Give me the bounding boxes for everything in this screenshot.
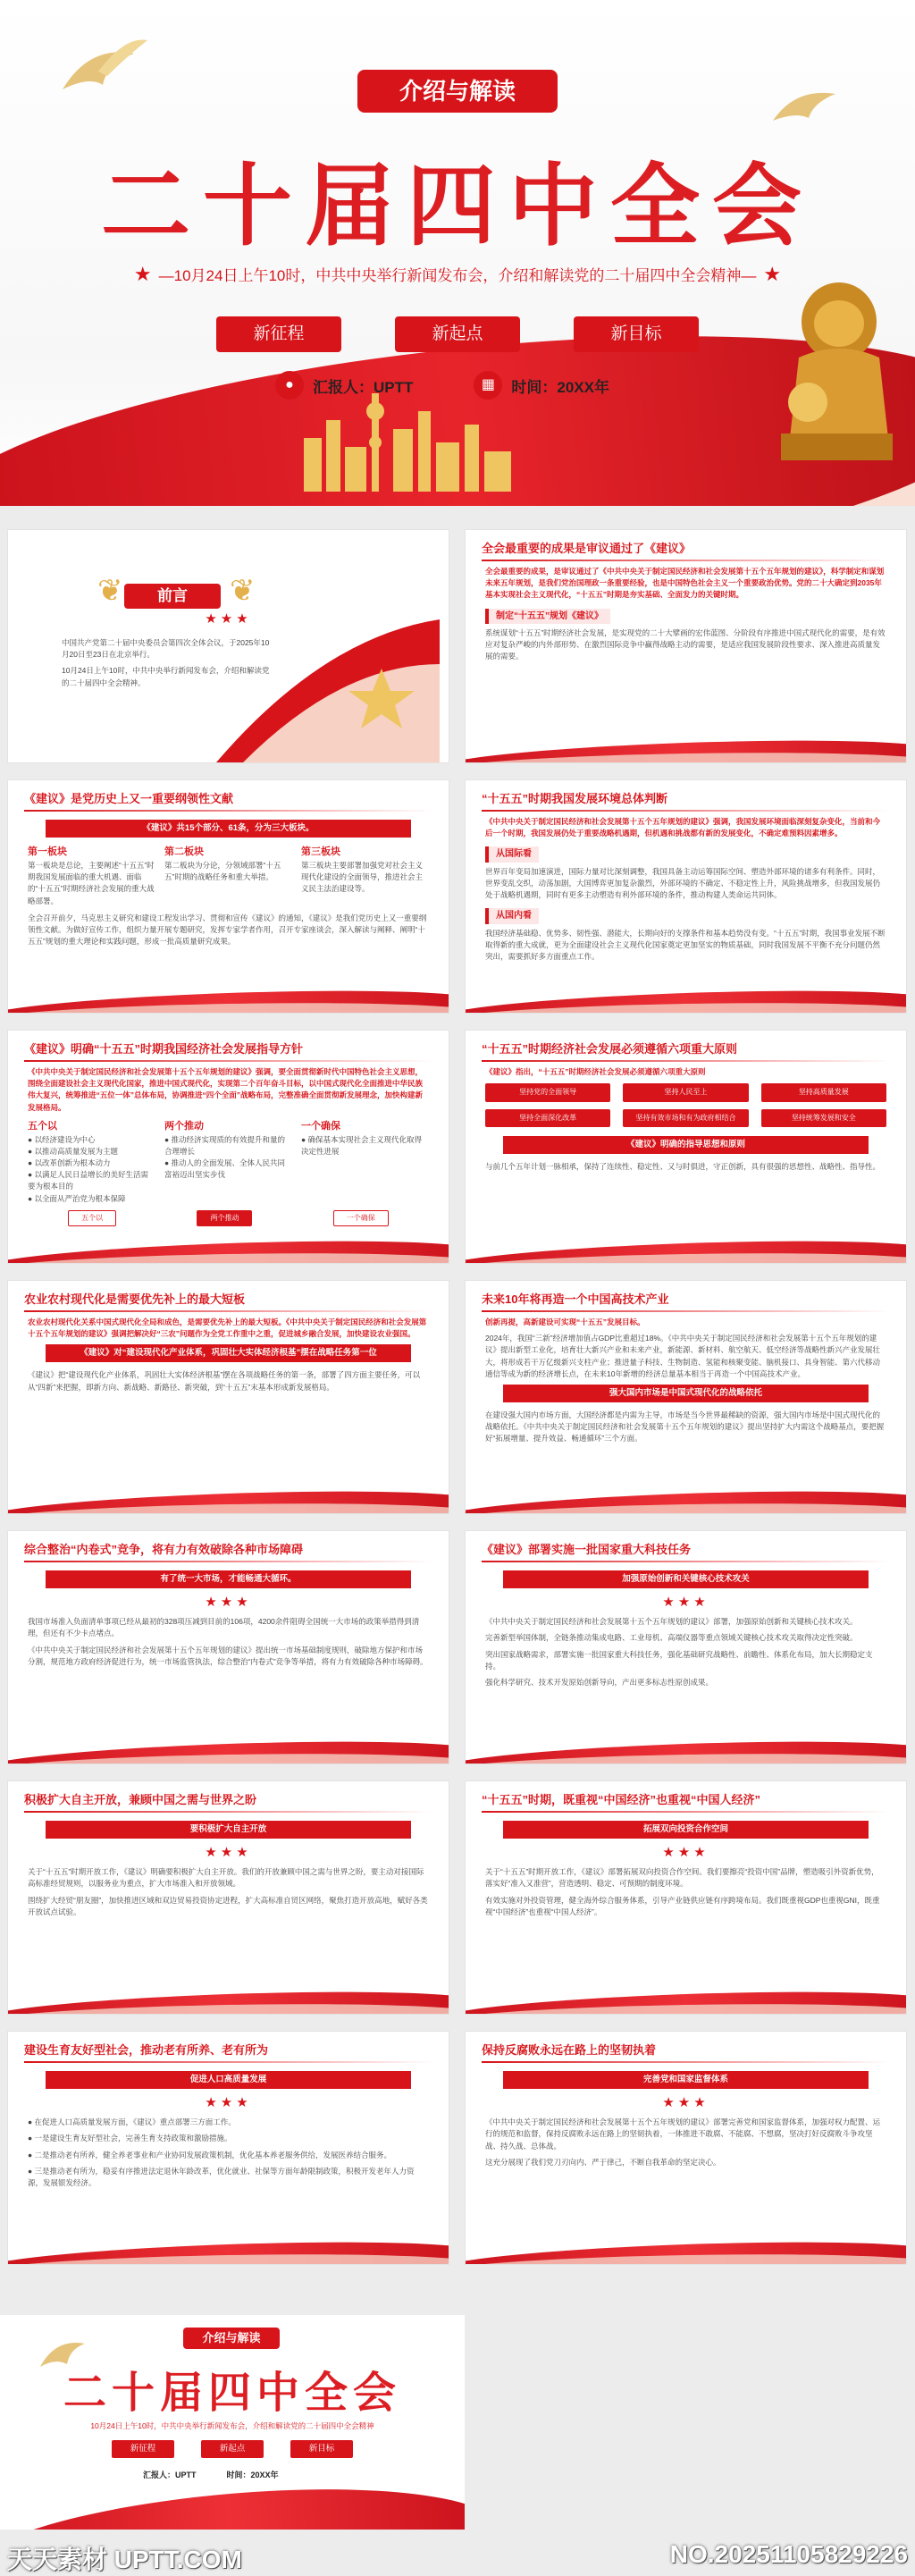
stars-decoration: ★★★ [662, 1845, 709, 1860]
slide-body [28, 2067, 429, 2193]
banner-bar: 加强原始创新和关键核心技术攻关 [503, 1570, 869, 1588]
button-new-goal[interactable]: 新目标 [290, 2440, 353, 2458]
list-item: ● 以满足人民日益增长的美好生活需要为根本目的 [28, 1170, 149, 1191]
list-title: 一个确保 [301, 1120, 340, 1132]
list-2 [164, 1119, 292, 1205]
lead-text: 《中共中央关于制定国民经济和社会发展第十五个五年规划的建议》强调，要全面贯彻新时代中国特色社会主义思想，围绕全面建设社会主义现代化国家，推进中国式现代化，实现第二个百年奋斗目标，以中国式现代化全面推进中华民族伟大复兴，统筹推进“五位一体”总体布局，协调推进“四个全面”战略布局，完整准确全面贯彻新发展理念，加快构建新发展格局。 [28, 1067, 424, 1112]
slide-preface [7, 529, 449, 763]
ribbon-decor [466, 1233, 906, 1263]
list-item: ● 推动人的全面发展、全体人民共同富裕迈出坚实步伐 [164, 1158, 286, 1180]
list-item: ● 以全面从严治党为根本保障 [28, 1193, 126, 1203]
principles-grid [485, 1083, 886, 1127]
cover-subtitle: ★ —10月24日上午10时，中共中央举行新闻发布会，介绍和解读党的二十届四中全会精神— ★ [133, 263, 782, 285]
stars-decoration: ★★★ [205, 1845, 252, 1860]
button-new-start[interactable]: 新起点 [201, 2440, 264, 2458]
banner-bar: 《建议》明确的指导思想和原则 [503, 1136, 869, 1154]
list-item: ● 三是推动老有所为，稳妥有序推进法定退休年龄改革，优化就业、社保等方面年龄限制政策，积极开发老年人力资源，发展银发经济。 [28, 2166, 415, 2187]
slide-heading: 积极扩大自主开放，兼顾中国之需与世界之盼 [24, 1790, 432, 1813]
subheading-international: 从国际看 [485, 846, 539, 863]
body-text: 全会召开前夕，马克思主义研究和建设工程发出学习、贯彻和宣传《建议》的通知，《建议》是我们党历史上又一重要纲领性文献。为做好宣传工作，组织力量开展专题研究，发挥专家学者作用，召开专家座谈会，深入解读与阐释、阐明“十五五”规划的重大理论和实践问题，形成一批高质量研究成果。 [28, 913, 427, 947]
lead-text: 《中共中央关于制定国民经济和社会发展第十五个五年规划的建议》强调，我国发展环境面临深刻复杂变化，当前和今后一个时期，我国发展仍处于重要战略机遇期，但机遇和挑战都有新的发展变化，不确定难预料因素增多。 [485, 817, 881, 838]
slide-body [485, 566, 886, 668]
list-title: 两个推动 [164, 1120, 204, 1132]
ribbon-decor [8, 1483, 449, 1513]
list-item: ● 确保基本实现社会主义现代化取得决定性进展 [301, 1134, 423, 1156]
stars-decoration: ★★★ [205, 2095, 252, 2110]
body-text: 与前几个五年计划一脉相承，保持了连续性、稳定性、又与时俱进，守正创新，具有很强的思想性、战略性、指导性。 [485, 1161, 881, 1171]
slide-heading: 综合整治“内卷式”竞争，将有力有效破除各种市场障碍 [24, 1540, 432, 1562]
body-text: 《中共中央关于制定国民经济和社会发展第十五个五年规划的建议》提出统一市场基础制度规则，破除地方保护和市场分割，规范地方政府经济促进行为，统一市场监管执法，综合整治“内卷式”竞争等举措，将有力有效破除各种市场障碍。 [28, 1645, 428, 1666]
preface-p1: 中国共产党第二十届中央委员会第四次全体会议，于2025年10月20日至23日在北京举行。 [62, 638, 270, 660]
button-new-start[interactable]: 新起点 [395, 316, 520, 352]
principle-item: 坚持人民至上 [623, 1083, 748, 1101]
watermark-footer [0, 2535, 915, 2574]
cover-title: 二十届四中全会 [63, 2368, 401, 2418]
lead-text: 全会最重要的成果，是审议通过了《中共中央关于制定国民经济和社会发展第十五个五年规划的建议》，科学制定和谋划未来五年规划，是我们党治国理政一条重要经验，也是中国特色社会主义一个重要政治优势。党的二十大确定到2035年基本实现社会主义现代化，“十五五”时期是夯实基础、全面发力的关键时期。 [485, 567, 885, 600]
ribbon-decor [466, 1483, 906, 1513]
body-text: 有效实施对外投资管理，健全海外综合服务体系，引导产业链供应链有序跨境布局。我们既重视GDP也重视GNI，既重视“中国经济”也重视“中国人经济”。 [485, 1895, 880, 1916]
brand-watermark: 天天素材 UPTT.COM [7, 2546, 242, 2573]
slide-anticorruption [465, 2031, 907, 2265]
body-text: 围绕扩大经贸“朋友圈”，加快推进区域和双边贸易投资协定进程，扩大高标准自贸区网络，聚焦打造开放高地，赋好各类开放试点试验。 [28, 1895, 428, 1916]
list-item: ● 二是推动老有所养，健全养老事业和产业协同发展政策机制，优化基本养老服务供给，发展医养结合服务。 [28, 2150, 392, 2159]
slide-heading: 《建议》是党历史上又一重要纲领性文献 [24, 789, 432, 812]
body-text: 2024年，我国“三新”经济增加值占GDP比重超过18%。《中共中央关于制定国民经济和社会发展第十五个五年规划的建议》提出新型工业化，培育壮大新兴产业和未来产业，新能源、新材料、航空航天、低空经济等战略性新兴产业发展壮大，将形成若干万亿级新兴支柱产业；推进量子科技、生物制造、氢能和核聚变能、脑机接口、具身智能、第六代移动通信等成为新的经济增长点，在未来10年新增的经济总量基本相当于再造一个中国高技术产业。 [485, 1334, 881, 1378]
block-3 [301, 845, 429, 907]
time-text: 时间：20XX年 [226, 2471, 279, 2479]
dove-icon [768, 80, 849, 134]
slide-body [28, 1066, 429, 1226]
slide-heading: 《建议》部署实施一批国家重大科技任务 [482, 1540, 890, 1562]
subheading-domestic: 从国内看 [485, 908, 539, 924]
cover-meta [143, 2469, 279, 2480]
id-watermark: NO.20251105829226 [669, 2540, 908, 2568]
reporter [275, 371, 413, 400]
three-blocks [28, 845, 429, 907]
banner-bar: 拓展双向投资合作空间 [503, 1821, 869, 1839]
ribbon-decor [466, 1983, 906, 2014]
cover-buttons [0, 2440, 465, 2458]
reporter-text: 汇报人：UPTT [143, 2471, 197, 2479]
slide-principles [465, 1030, 907, 1264]
banner-bar: 完善党和国家监督体系 [503, 2071, 869, 2089]
cover-slide [0, 0, 915, 506]
block-title: 第二板块 [164, 846, 204, 857]
lead-text: 创新再提，高新建设可实现“十五五”发展目标。 [485, 1317, 645, 1326]
cover-repeat-slide [0, 2315, 465, 2530]
reporter-text: 汇报人：UPTT [313, 378, 414, 396]
cover-subtitle: 10月24日上午10时，中共中央举行新闻发布会，介绍和解读党的二十届四中全会精神 [90, 2421, 374, 2430]
body-text: 这充分展现了我们党刀刃向内、严于律己，不断自我革命的坚定决心。 [485, 2157, 721, 2167]
slide-heading: 保持反腐败永远在路上的坚韧执着 [482, 2041, 890, 2063]
section-tag: 制定“十五五”规划《建议》 [485, 609, 610, 625]
cover-title: 二十届四中全会 [101, 153, 814, 258]
button-new-journey[interactable]: 新征程 [216, 316, 341, 352]
slide-body [485, 1567, 886, 1693]
body-text: 我国市场准入负面清单事项已经从最初的328项压减到目前的106项，4200余件阻碍全国统一大市场的政策举措得到清理，但还有不少卡点堵点。 [28, 1617, 420, 1638]
list-1 [28, 1119, 155, 1205]
slide-opening [7, 1780, 449, 2015]
banner-bar: 《建议》对“建设现代化产业体系，巩固壮大实体经济根基”摆在战略任务第一位 [46, 1344, 411, 1362]
banner-bar: 《建议》共15个部分、61条，分为三大板块。 [46, 820, 411, 838]
cover-tag: 介绍与解读 [357, 70, 558, 113]
stars-decoration: ★★★ [205, 1595, 252, 1610]
star-icon: ★ [763, 263, 782, 285]
time [474, 371, 609, 400]
body-text: 突出国家战略需求，部署实施一批国家重大科技任务，强化基础研究战略性、前瞻性、体系化布局，加大长期稳定支持。 [485, 1649, 873, 1671]
principle-item: 坚持全面深化改革 [485, 1109, 610, 1127]
ribbon-decor [8, 1983, 449, 2014]
stars-decoration: ★★★ [662, 2095, 709, 2110]
slide-heading: 《建议》明确“十五五”时期我国经济社会发展指导方针 [24, 1040, 432, 1062]
body-text: 关于“十五五”时期开放工作，《建议》明确要积极扩大自主开放。我们的开放兼顾中国之需与世界之盼，要主动对接国际高标准经贸规则，以服务业为重点，扩大市场准入和开放领域。 [28, 1867, 424, 1889]
slide-body [485, 1317, 886, 1449]
list-item: ● 推动经济实现质的有效提升和量的合理增长 [164, 1134, 286, 1156]
slide-science [465, 1530, 907, 1764]
body-text: 关于“十五五”时期开放工作，《建议》部署拓展双向投资合作空间。我们要擦亮“投资中国”品牌，塑造吸引外资新优势，落实好“准入又准营”，营造透明、稳定、可预期的制度环境。 [485, 1867, 879, 1889]
slide-heading: “十五五”时期我国发展环境总体判断 [482, 789, 890, 812]
principle-item: 坚持统筹发展和安全 [761, 1109, 886, 1127]
three-lists [28, 1119, 429, 1205]
cover-meta [275, 371, 609, 400]
ribbon-decor [8, 1733, 449, 1764]
body-text: 《中共中央关于制定国民经济和社会发展第十五个五年规划的建议》部署，加强原始创新和关键核心技术攻关。 [485, 1617, 858, 1627]
cover-buttons [0, 316, 915, 352]
body-domestic: 我国经济基础稳、优势多、韧性强、潜能大，长期向好的支撑条件和基本趋势没有变。“十五五”时期，我国事业发展不断取得新的重大成就，更为全面建设社会主义现代化国家奠定更加坚实的物质基础，同时我国发展不平衡不充分问题仍然突出，需要抓好多方面重点工作。 [485, 928, 886, 962]
banner-bar: 强大国内市场是中国式现代化的战略依托 [503, 1385, 869, 1402]
banner-bar: 有了统一大市场，才能畅通大循环。 [46, 1570, 411, 1588]
body-text: 《中共中央关于制定国民经济和社会发展第十五个五年规划的建议》部署完善党和国家监督体系，加强对权力配置、运行的规范和监督，保持反腐败永远在路上的坚韧执着，一体推进不敢腐、不能腐、不想腐，坚决打好反腐败斗争攻坚战、持久战、总体战。 [485, 2117, 881, 2151]
stars-decoration: ★★★ [662, 1595, 709, 1610]
laurel-icon: ❦ [97, 574, 123, 608]
ribbon-decor [8, 982, 449, 1013]
red-ribbon-decor [216, 584, 440, 762]
ribbon-decor [466, 2234, 906, 2264]
cover-tag: 介绍与解读 [183, 2328, 280, 2349]
slide-body [485, 816, 886, 967]
slide-body [28, 1317, 429, 1398]
calendar-icon: ▦ [474, 371, 502, 400]
list-3 [301, 1119, 429, 1205]
slide-heading: 建设生育友好型社会，推动老有所养、老有所为 [24, 2041, 432, 2063]
slide-document [7, 779, 449, 1014]
slide-market [7, 1530, 449, 1764]
slide-heading: 未来10年将再造一个中国高技术产业 [482, 1290, 890, 1312]
slide-heading: “十五五”时期，既重视“中国经济”也重视“中国人经济” [482, 1790, 890, 1813]
tag-button[interactable]: 五个以 [68, 1210, 116, 1226]
laurel-icon: ❦ [230, 574, 256, 608]
slide-heading: “十五五”时期经济社会发展必须遵循六项重大原则 [482, 1040, 890, 1062]
slide-key-outcome [465, 529, 907, 763]
button-row [28, 1210, 429, 1226]
slide-heading: 全会最重要的成果是审议通过了《建议》 [482, 539, 890, 561]
slide-hightech [465, 1280, 907, 1514]
list-title: 五个以 [28, 1120, 57, 1132]
block-title: 第三板块 [301, 846, 340, 857]
body-text: 强化科学研究、技术开发原始创新导向，产出更多标志性原创成果。 [485, 1677, 714, 1687]
tag-button[interactable]: 两个推动 [197, 1210, 252, 1226]
slide-heading: 农业农村现代化是需要优先补上的最大短板 [24, 1290, 432, 1312]
block-desc: 第三板块主要部署加强党对社会主义现代化建设的全面领导，推进社会主义民主法治建设等。 [301, 861, 424, 894]
ribbon-decor [466, 982, 906, 1013]
slide-environment [465, 779, 907, 1014]
banner-bar: 促进人口高质量发展 [46, 2071, 411, 2089]
slide-body [485, 1066, 886, 1177]
list-item: ● 在促进人口高质量发展方面，《建议》重点部署三方面工作。 [28, 2117, 236, 2127]
lead-text: 农业农村现代化关系中国式现代化全局和成色，是需要优先补上的最大短板。《中共中央关于制定国民经济和社会发展第十五个五年规划的建议》强调把解决好“三农”问题作为全党工作重中之重，促进城乡融合发展，加快建设农业强国。 [28, 1317, 427, 1339]
button-new-journey[interactable]: 新征程 [112, 2440, 174, 2458]
star-icon: ★ [133, 263, 152, 285]
slide-agriculture [7, 1280, 449, 1514]
lion-statue-icon [772, 268, 897, 465]
slide-body [28, 1567, 429, 1672]
ribbon-decor [466, 732, 906, 762]
preface-p2: 10月24日上午10时，中共中央举行新闻发布会，介绍和解读党的二十届四中全会精神。 [62, 666, 270, 687]
tag-button[interactable]: 一个确保 [333, 1210, 389, 1226]
slide-investment [465, 1780, 907, 2015]
cover-subtitle-text: 10月24日上午10时，中共中央举行新闻发布会，介绍和解读党的二十届四中全会精神 [173, 267, 742, 284]
block-1 [28, 845, 155, 907]
slide-body [485, 2067, 886, 2173]
principle-item: 坚持高质量发展 [761, 1083, 886, 1101]
ribbon-decor [8, 1233, 449, 1263]
lead-text: 《建议》指出，“十五五”时期经济社会发展必须遵循六项重大原则 [485, 1067, 706, 1076]
preface-title: 前言 [124, 584, 221, 609]
body-text: 在建设强大国内市场方面，大国经济都是内需为主导，市场是当今世界最稀缺的资源，强大国内市场是中国式现代化的战略依托。《中共中央关于制定国民经济和社会发展第十五个五年规划的建议》提出坚持扩大内需这个战略基点，要把握好“拓展增量、提升效益、畅通循环”三个方面。 [485, 1410, 885, 1444]
principle-item: 坚持党的全面领导 [485, 1083, 610, 1101]
user-icon: ● [275, 371, 304, 400]
body-text: 《建议》把“建设现代化产业体系，巩固壮大实体经济根基”摆在各项战略任务的第一条，部署了四方面主要任务，可以从“四新”来把握，即新方向、新战略、新路径、新突破，到“十五五”末基本形成新发展格局。 [28, 1370, 421, 1392]
stars-decoration: ★★★ [205, 611, 252, 627]
list-item: ● 以经济建设为中心 [28, 1134, 96, 1144]
list-item: ● 一是建设生育友好型社会，完善生育支持政策和激励措施。 [28, 2134, 232, 2143]
block-title: 第一板块 [28, 846, 67, 857]
slide-guideline [7, 1030, 449, 1264]
slide-body [28, 1817, 429, 1923]
slide-body [485, 1817, 886, 1923]
ribbon-decor [466, 1733, 906, 1764]
principle-item: 坚持有效市场和有为政府相结合 [623, 1109, 748, 1127]
banner-bar: 要积极扩大自主开放 [46, 1821, 411, 1839]
button-new-goal[interactable]: 新目标 [574, 316, 699, 352]
block-desc: 第二板块为分论，分领域部署“十五五”时期的战略任务和重大举措。 [164, 861, 281, 882]
body-international: 世界百年变局加速演进，国际力量对比深刻调整，我国具备主动运筹国际空间、塑造外部环境的诸多有利条件。同时，世界变乱交织，动荡加剧，大国博弈更加复杂激烈，外部环境的不确定、不稳定性上升，风险挑战增多，但我国发展仍处于战略机遇期，同时有更多主动塑造有利外部环境的条件，推动构建人类命运共同体。 [485, 866, 881, 900]
time-text: 时间：20XX年 [511, 378, 609, 396]
block-2 [164, 845, 292, 907]
slide-population [7, 2031, 449, 2265]
body-text: 系统谋划“十五五”时期经济社会发展，是实现党的二十大擘画的宏伟蓝图、分阶段有序推进中国式现代化的需要，是有效应对复杂严峻的内外部形势、在激烈国际竞争中赢得战略主动的需要，是适应我国发展阶段性要求、深入推进高质量发展的需要。 [485, 628, 886, 661]
block-desc: 第一板块是总论，主要阐述“十五五”时期我国发展面临的重大机遇、面临的“十五五”时期经济社会发展的重大战略部署。 [28, 861, 155, 905]
ribbon-decor [8, 2234, 449, 2264]
list-item: ● 以改革创新为根本动力 [28, 1158, 111, 1168]
dove-icon [54, 36, 152, 107]
body-text: 完善新型举国体制，全链条推动集成电路、工业母机、高端仪器等重点领域关键核心技术攻关取得决定性突破。 [485, 1633, 858, 1643]
list-item: ● 以推动高质量发展为主题 [28, 1146, 119, 1156]
slide-body [28, 816, 429, 952]
